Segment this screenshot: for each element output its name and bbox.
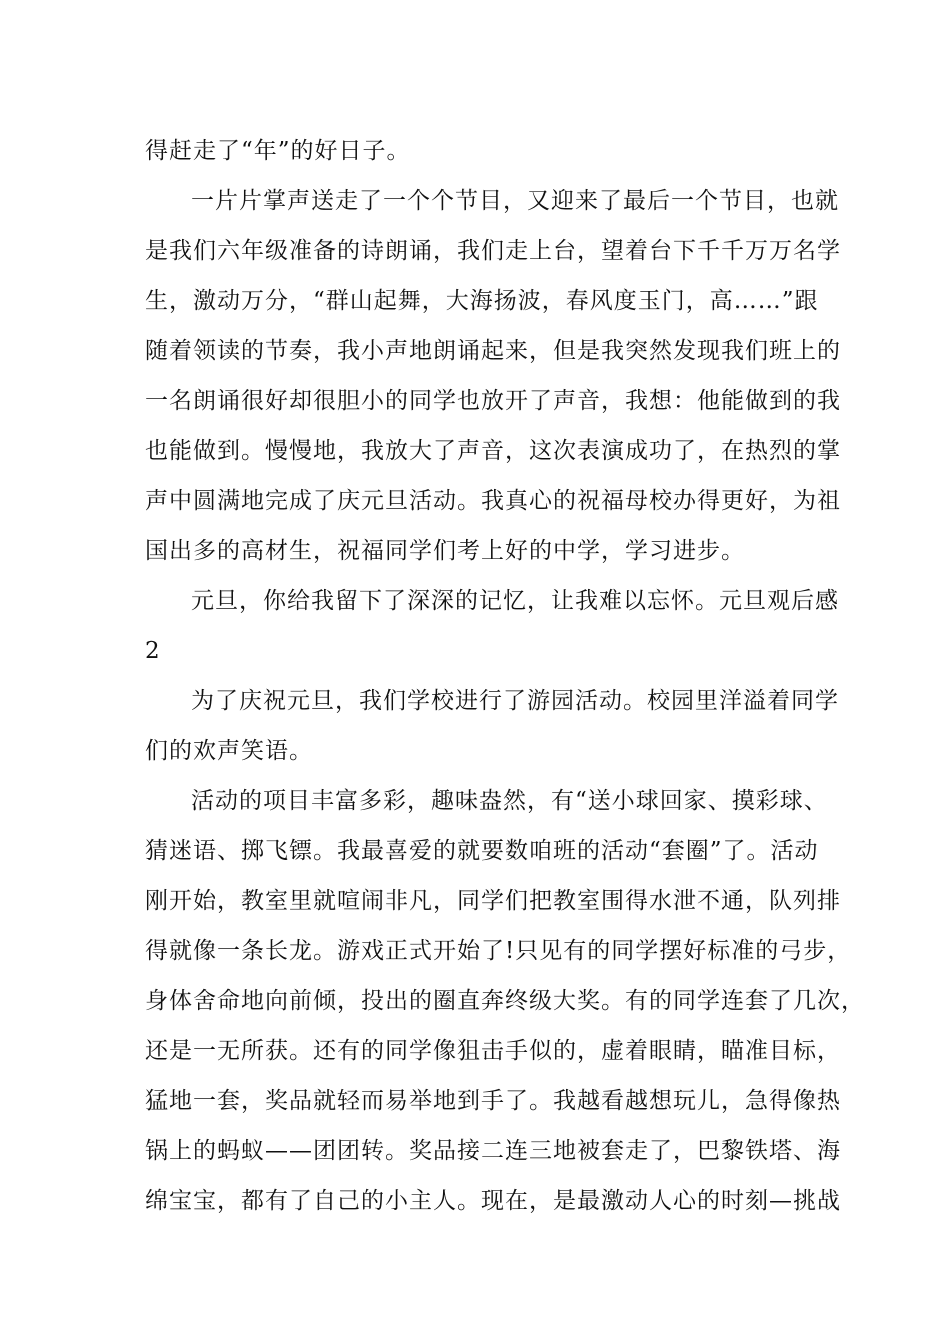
text-line: 活动的项目丰富多彩，趣味盎然，有“送小球回家、摸彩球、 [191, 788, 828, 814]
text-line: 声中圆满地完成了庆元旦活动。我真心的祝福母校办得更好，为祖 [145, 488, 841, 514]
text-line: 得赶走了“年”的好日子。 [145, 138, 411, 164]
text-line: 们的欢声笑语。 [145, 738, 313, 764]
text-line: 2 [145, 638, 161, 664]
text-line: 随着领读的节奏，我小声地朗诵起来，但是我突然发现我们班上的 [145, 338, 841, 364]
text-line: 一名朗诵很好却很胆小的同学也放开了声音，我想：他能做到的我 [145, 388, 841, 414]
text-line: 元旦，你给我留下了深深的记忆，让我难以忘怀。元旦观后感 [191, 588, 839, 614]
text-line: 猜迷语、掷飞镖。我最喜爱的就要数咱班的活动“套圈”了。活动 [145, 838, 819, 864]
text-line: 国出多的高材生，祝福同学们考上好的中学，学习进步。 [145, 538, 745, 564]
text-line: 生，激动万分，“群山起舞，大海扬波，春风度玉门，高……”跟 [145, 288, 819, 314]
text-line: 为了庆祝元旦，我们学校进行了游园活动。校园里洋溢着同学 [191, 688, 839, 714]
text-line: 绵宝宝，都有了自己的小主人。现在，是最激动人心的时刻—挑战 [145, 1188, 841, 1214]
text-line: 是我们六年级准备的诗朗诵，我们走上台，望着台下千千万万名学 [145, 238, 841, 264]
text-line: 也能做到。慢慢地，我放大了声音，这次表演成功了，在热烈的掌 [145, 438, 841, 464]
text-line: 刚开始，教室里就喧闹非凡，同学们把教室围得水泄不通，队列排 [145, 888, 841, 914]
text-line: 锅上的蚂蚁——团团转。奖品接二连三地被套走了，巴黎铁塔、海 [145, 1138, 841, 1164]
text-line: 一片片掌声送走了一个个节目，又迎来了最后一个节目，也就 [191, 188, 839, 214]
text-line: 身体舍命地向前倾，投出的圈直奔终级大奖。有的同学连套了几次， [145, 988, 865, 1014]
text-line: 得就像一条长龙。游戏正式开始了!只见有的同学摆好标准的弓步， [145, 938, 852, 964]
text-line: 还是一无所获。还有的同学像狙击手似的，虚着眼睛，瞄准目标， [145, 1038, 841, 1064]
document-body [145, 126, 865, 1226]
text-line: 猛地一套，奖品就轻而易举地到手了。我越看越想玩儿，急得像热 [145, 1088, 841, 1114]
